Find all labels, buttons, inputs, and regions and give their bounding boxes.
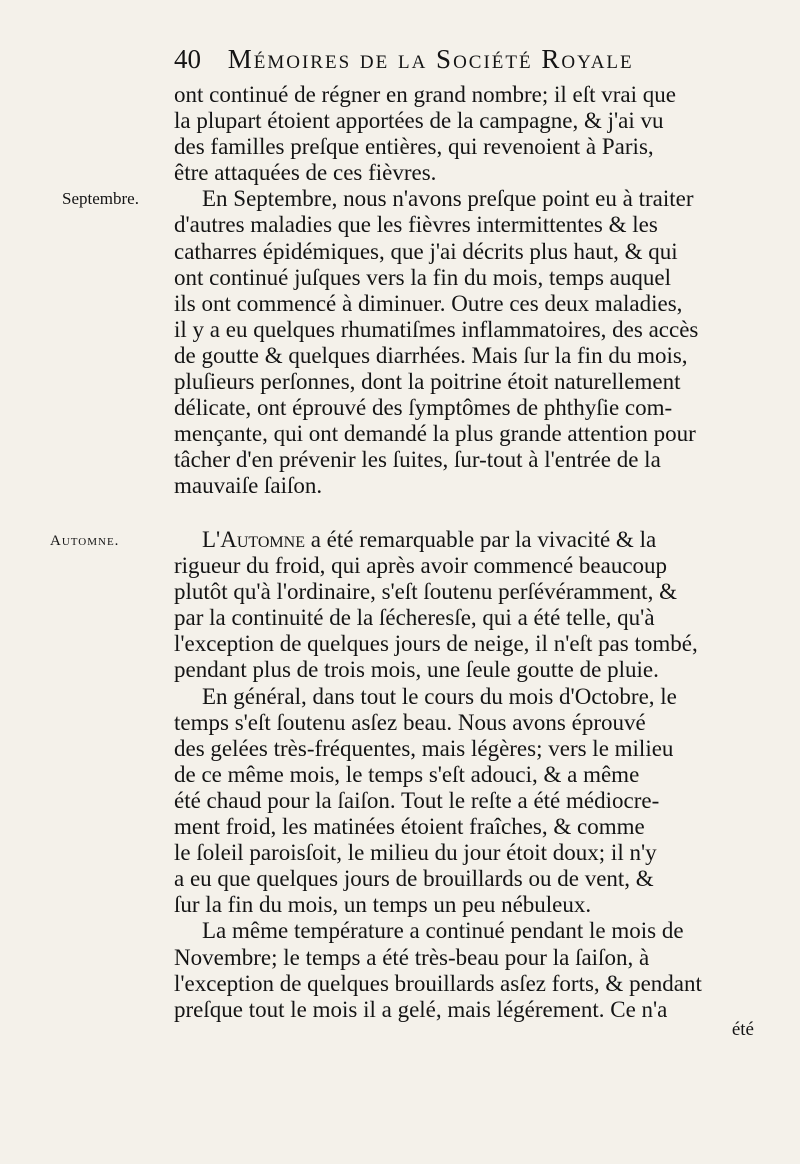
text-line: temps s'eſt ſoutenu asſez beau. Nous avons éprouvé	[174, 709, 646, 735]
text-line: mençante, qui ont demandé la plus grande attention pour	[174, 421, 696, 447]
text-line-automne-opening	[174, 527, 758, 553]
text-line: plutôt qu'à l'ordinaire, s'eſt ſoutenu perſévéramment, &	[174, 579, 677, 605]
text-line: Novembre; le temps a été très-beau pour la ſaiſon, à	[174, 944, 650, 970]
text-line: pluſieurs perſonnes, dont la poitrine étoit naturellement	[174, 369, 681, 395]
text-line: des familles preſque entières, qui revenoient à Paris,	[174, 134, 654, 160]
text-line: il y a eu quelques rhumatiſmes inflammatoires, des accès	[174, 316, 699, 342]
text-line: En Septembre, nous n'avons preſque point eu à traiter	[202, 186, 694, 212]
text-line: délicate, ont éprouvé des ſymptômes de phthyſie com-	[174, 395, 673, 421]
text-line: être attaquées de ces fièvres.	[174, 160, 437, 186]
text-line: ſur la fin du mois, un temps un peu nébuleux.	[174, 892, 592, 918]
text-line: été chaud pour la ſaiſon. Tout le reſte a été médiocre-	[174, 787, 660, 813]
text-line: l'exception de quelques brouillards asſez forts, & pendant	[174, 970, 702, 996]
text-line: a eu que quelques jours de brouillards ou de vent, &	[174, 866, 654, 892]
running-title: Mémoires de la Société Royale	[227, 44, 634, 74]
opening-prefix: L'	[202, 527, 221, 552]
text-line: tâcher d'en prévenir les ſuites, ſur-tout à l'entrée de la	[174, 447, 661, 473]
text-line: pendant plus de trois mois, une ſeule goutte de pluie.	[174, 657, 659, 683]
text-line: d'autres maladies que les fièvres intermittentes & les	[174, 212, 658, 238]
text-block-automne	[174, 527, 758, 1023]
text-line: la plupart étoient apportées de la campagne, & j'ai vu	[174, 108, 664, 134]
page-number: 40	[174, 44, 201, 74]
margin-note-automne: Automne.	[50, 533, 120, 549]
text-line: mauvaiſe ſaiſon.	[174, 473, 323, 499]
text-line: de ce même mois, le temps s'eſt adouci, & a même	[174, 761, 640, 787]
page-header	[174, 44, 714, 84]
text-line: rigueur du froid, qui après avoir commencé beaucoup	[174, 553, 668, 579]
opening-word: Automne	[220, 527, 305, 552]
text-line: ont continué juſques vers la fin du mois, temps auquel	[174, 264, 671, 290]
text-line: ils ont commencé à diminuer. Outre ces deux maladies,	[174, 290, 683, 316]
text-block-septembre	[174, 82, 758, 500]
text-line: par la continuité de la ſécheresſe, qui a été telle, qu'à	[174, 605, 655, 631]
text-line: En général, dans tout le cours du mois d'Octobre, le	[202, 683, 677, 709]
text-line: ment froid, les matinées étoient fraîches, & comme	[174, 814, 645, 840]
text-line: catharres épidémiques, que j'ai décrits plus haut, & qui	[174, 238, 678, 264]
text-line: le ſoleil paroisſoit, le milieu du jour étoit doux; il n'y	[174, 840, 657, 866]
catchword: été	[731, 1019, 754, 1040]
text-line: ont continué de régner en grand nombre; il eſt vrai que	[174, 82, 676, 107]
opening-rest: a été remarquable par la vivacité & la	[304, 527, 657, 552]
text-line: preſque tout le mois il a gelé, mais légérement. Ce n'a	[174, 996, 668, 1022]
text-line: La même température a continué pendant le mois de	[202, 918, 684, 944]
text-line: de goutte & quelques diarrhées. Mais ſur la fin du mois,	[174, 342, 688, 368]
text-line: des gelées très-fréquentes, mais légères; vers le milieu	[174, 735, 674, 761]
text-line: l'exception de quelques jours de neige, il n'eſt pas tombé,	[174, 631, 698, 657]
margin-note-septembre: Septembre.	[62, 189, 139, 208]
